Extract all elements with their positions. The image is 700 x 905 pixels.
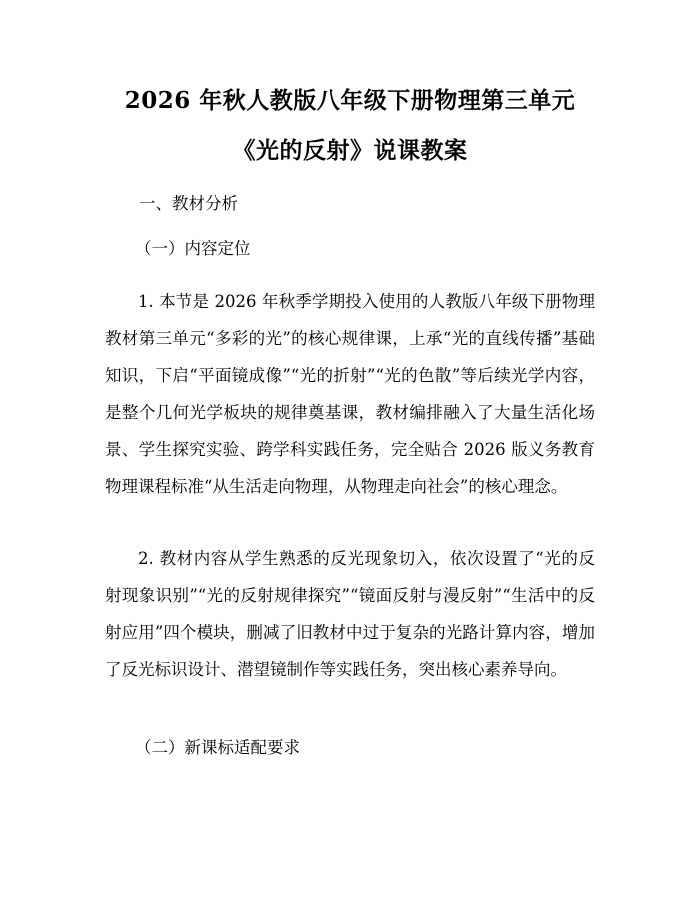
section-heading-textbook-analysis: 一、教材分析 [139,194,238,213]
subsection-heading-content-positioning: （一）内容定位 [135,239,251,258]
paragraph-2: 2. 教材内容从学生熟悉的反光现象切入，依次设置了“光的反射现象识别”“光的反射规律探究”“镜面反射与漫反射”“生活中的反射应用”四个模块，删减了旧教材中过于复杂的光路计算内容，增加了反光标识设计、潜望镜制作等实践任务，突出核心素养导向。 [105,549,595,679]
document-title-line2: 《光的反射》说课教案 [232,137,468,164]
paragraph-1: 1. 本节是 2026 年秋季学期投入使用的人教版八年级下册物理教材第三单元“多彩的光”的核心规律课，上承“光的直线传播”基础知识，下启“平面镜成像”“光的折射”“光的色散”等后续光学内容，是整个几何光学板块的规律奠基课，教材编排融入了大量生活化场景、学生探究实验、跨学科实践任务，完全贴合 2026 版义务教育物理课程标准“从生活走向物理，从物理走向社会”的核心理念。 [105,292,595,496]
document-title-line1: 2026 年秋人教版八年级下册物理第三单元 [124,87,576,114]
subsection-heading-curriculum-requirements: （二）新课标适配要求 [135,738,300,757]
